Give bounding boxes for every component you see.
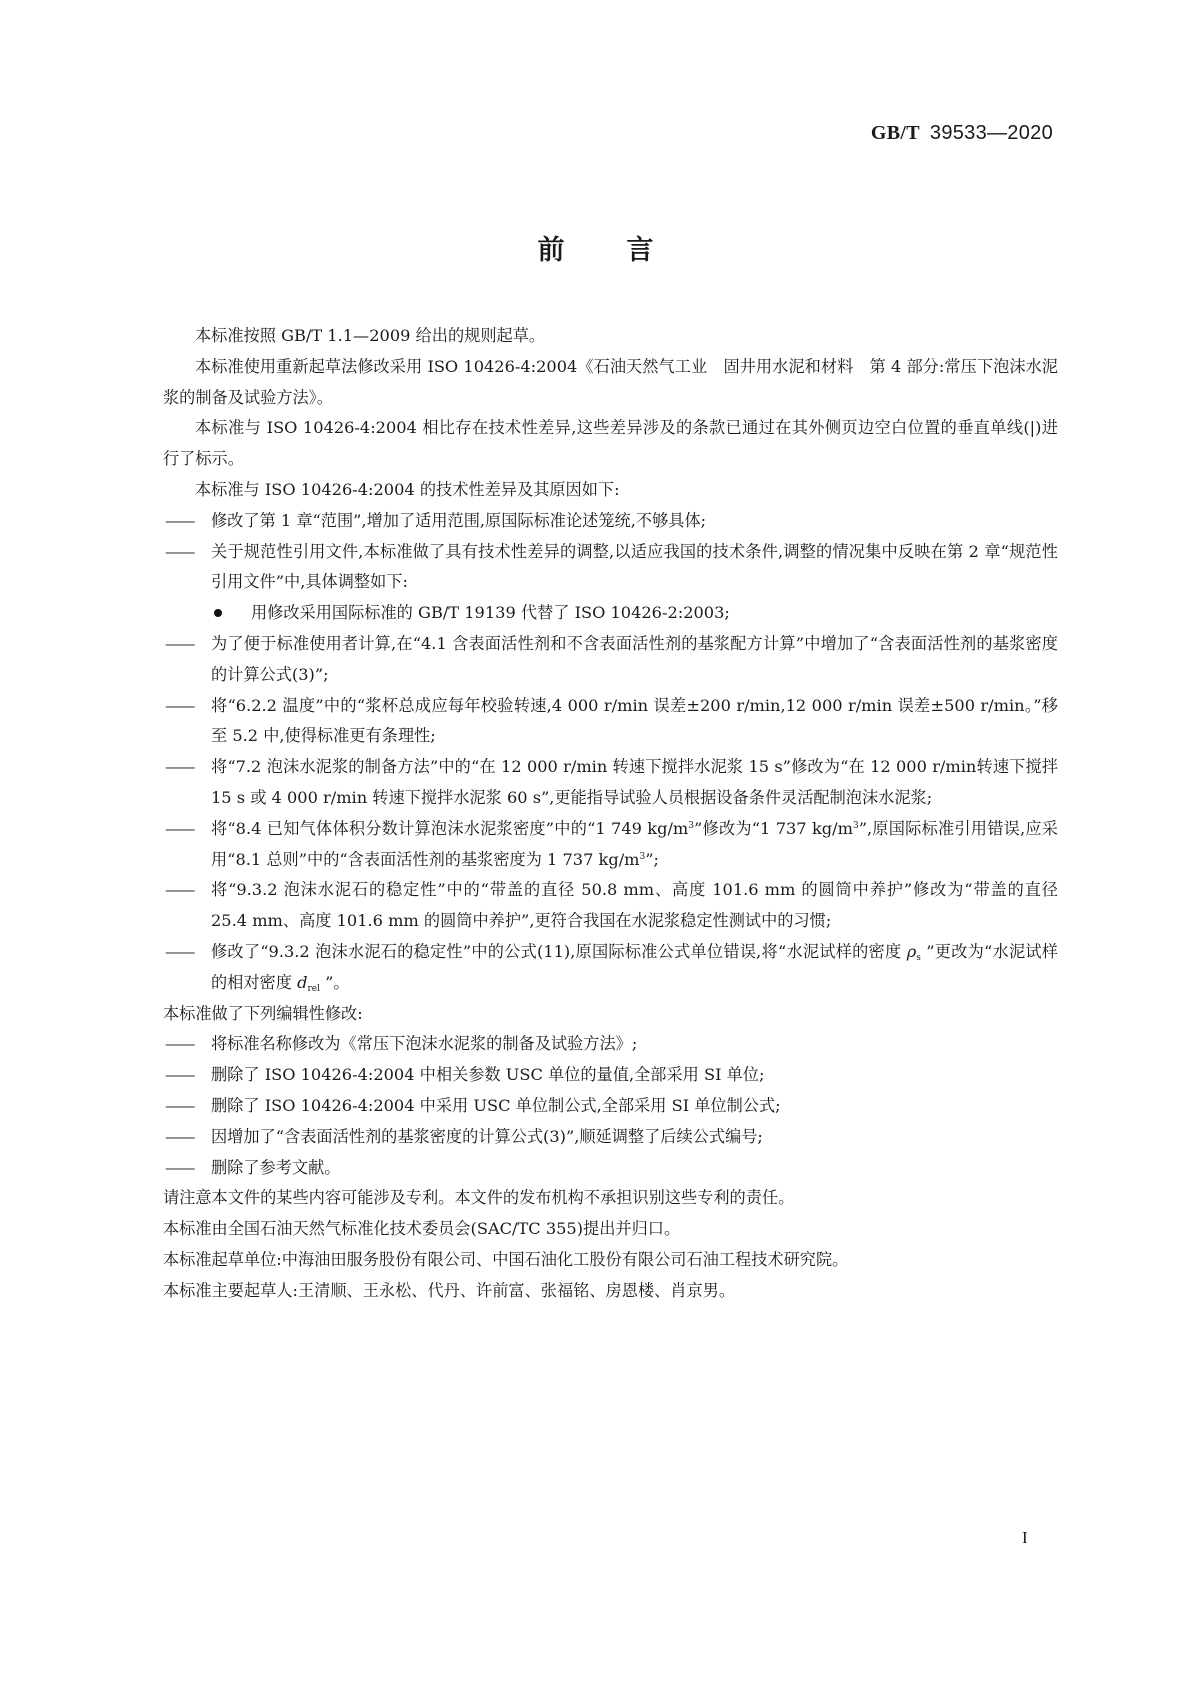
title-char-2: 言 — [626, 235, 654, 266]
superscript: 3 — [852, 820, 859, 831]
paragraph-editorial-intro: 本标准做了下列编辑性修改: — [163, 1003, 363, 1023]
dash-marker: —— — [165, 880, 194, 900]
list-item-text: 删除了 ISO 10426-4:2004 中采用 USC 单位制公式,全部采用 SI 单位制公式; — [211, 1095, 781, 1115]
dash-marker: —— — [165, 541, 194, 561]
list-item — [163, 752, 1058, 814]
superscript: 3 — [688, 820, 695, 831]
dash-marker: —— — [165, 941, 194, 961]
text-segment: ”; — [645, 849, 659, 869]
text-segment: ”,原国际标准引用错误,应采用“8.1 总则”中的“含表面活性剂的基浆密度为 1 737 kg/m — [211, 818, 1058, 869]
paragraph-proposed-by: 本标准由全国石油天然气标准化技术委员会(SAC/TC 355)提出并归口。 — [163, 1219, 681, 1239]
list-item-text: 为了便于标准使用者计算,在“4.1 含表面活性剂和不含表面活性剂的基浆配方计算”中增加了“含表面活性剂的基浆密度的计算公式(3)”; — [211, 633, 1058, 684]
list-item-density — [163, 814, 1058, 876]
text-segment: ”修改为“1 737 kg/m — [694, 818, 853, 838]
dash-marker: —— — [165, 1126, 194, 1146]
standard-code: GB/T — [870, 122, 920, 144]
text-segment: 修改了“9.3.2 泡沫水泥石的稳定性”中的公式(11),原国际标准公式单位错误,将“水泥试样的密度 — [211, 941, 907, 961]
superscript: 3 — [639, 851, 646, 862]
dash-marker: —— — [165, 1065, 194, 1085]
list-item-formula — [163, 937, 1058, 999]
text-segment: ”更改为“水泥试样的相对密度 — [211, 941, 1058, 992]
list-item — [163, 691, 1058, 753]
list-item — [163, 875, 1058, 937]
dash-marker: —— — [165, 757, 194, 777]
list-item-text: 将“7.2 泡沫水泥浆的制备方法”中的“在 12 000 r/min 转速下搅拌水泥浆 15 s”修改为“在 12 000 r/min转速下搅拌 15 s 或 4 000 r/min 转速下搅拌水泥浆 60 s”,更能指导试验人员根据设备条件灵活配制泡沫水泥浆; — [211, 757, 1058, 807]
bullet-dot-icon — [214, 609, 222, 617]
list-item-text: 将标准名称修改为《常压下泡沫水泥浆的制备及试验方法》; — [211, 1034, 638, 1054]
bullet-item — [163, 598, 1058, 629]
list-item — [163, 1060, 1058, 1091]
paragraph-differences-marking: 本标准与 ISO 10426-4:2004 相比存在技术性差异,这些差异涉及的条款已通过在其外侧页边空白位置的垂直单线(|)进行了标示。 — [163, 418, 1058, 469]
subscript: s — [916, 952, 921, 963]
dash-marker: —— — [165, 1157, 194, 1177]
rho-symbol: ρ — [906, 941, 917, 961]
list-item-text: 将“9.3.2 泡沫水泥石的稳定性”中的“带盖的直径 50.8 mm、高度 101.6 mm 的圆筒中养护”修改为“带盖的直径 25.4 mm、高度 101.6 mm 的圆筒中养护”,更符合我国在水泥浆稳定性测试中的习惯; — [211, 880, 1058, 931]
dash-marker: —— — [165, 633, 194, 653]
list-item-text: 删除了参考文献。 — [211, 1157, 341, 1177]
dash-marker: —— — [165, 818, 194, 838]
list-item-text: 关于规范性引用文件,本标准做了具有技术性差异的调整,以适应我国的技术条件,调整的情况集中反映在第 2 章“规范性引用文件”中,具体调整如下: — [211, 541, 1058, 592]
paragraph-drafting-units: 本标准起草单位:中海油田服务股份有限公司、中国石油化工股份有限公司石油工程技术研究院。 — [163, 1249, 849, 1269]
subscript: rel — [307, 983, 320, 994]
dash-marker: —— — [165, 1095, 194, 1115]
standard-number — [871, 122, 1053, 145]
paragraph-drafting-rules: 本标准按照 GB/T 1.1—2009 给出的规则起草。 — [195, 326, 546, 345]
list-item-text: 修改了第 1 章“范围”,增加了适用范围,原国际标准论述笼统,不够具体; — [211, 510, 707, 530]
text-segment: 将“8.4 已知气体体积分数计算泡沫水泥浆密度”中的“1 749 kg/m — [211, 818, 689, 838]
list-item — [163, 629, 1058, 691]
text-segment: ”。 — [319, 972, 350, 992]
paragraph-differences-intro: 本标准与 ISO 10426-4:2004 的技术性差异及其原因如下: — [195, 479, 620, 499]
list-item — [163, 537, 1058, 599]
list-item — [163, 1091, 1058, 1122]
paragraph-drafters: 本标准主要起草人:王清顺、王永松、代丹、许前富、张福铭、房恩楼、肖京男。 — [163, 1280, 736, 1300]
paragraph-adoption: 本标准使用重新起草法修改采用 ISO 10426-4:2004《石油天然气工业 固井用水泥和材料 第 4 部分:常压下泡沫水泥浆的制备及试验方法》。 — [163, 356, 1058, 407]
list-item-text: 因增加了“含表面活性剂的基浆密度的计算公式(3)”,顺延调整了后续公式编号; — [211, 1126, 763, 1146]
foreword-body — [163, 321, 1058, 1307]
standard-number-value: 39533—2020 — [929, 122, 1053, 144]
list-item-text: 删除了 ISO 10426-4:2004 中相关参数 USC 单位的量值,全部采用 SI 单位; — [211, 1065, 765, 1085]
list-item-text: 将“6.2.2 温度”中的“浆杯总成应每年校验转速,4 000 r/min 误差±200 r/min,12 000 r/min 误差±500 r/min。”移至 5.2 中,使得标准更有条理性; — [211, 695, 1058, 746]
dash-marker: —— — [165, 1034, 194, 1054]
dash-marker: —— — [165, 695, 194, 715]
bullet-item-text: 用修改采用国际标准的 GB/T 19139 代替了 ISO 10426-2:2003; — [251, 603, 730, 623]
title-char-1: 前 — [537, 235, 565, 266]
list-item — [163, 1153, 1058, 1184]
paragraph-patent-notice: 请注意本文件的某些内容可能涉及专利。本文件的发布机构不承担识别这些专利的责任。 — [163, 1188, 795, 1208]
list-item — [163, 1029, 1058, 1060]
list-item — [163, 506, 1058, 537]
page-title — [0, 228, 1191, 267]
dash-marker: —— — [165, 510, 194, 530]
list-item — [163, 1122, 1058, 1153]
page-number: I — [1022, 1528, 1028, 1547]
d-symbol: d — [297, 972, 308, 992]
